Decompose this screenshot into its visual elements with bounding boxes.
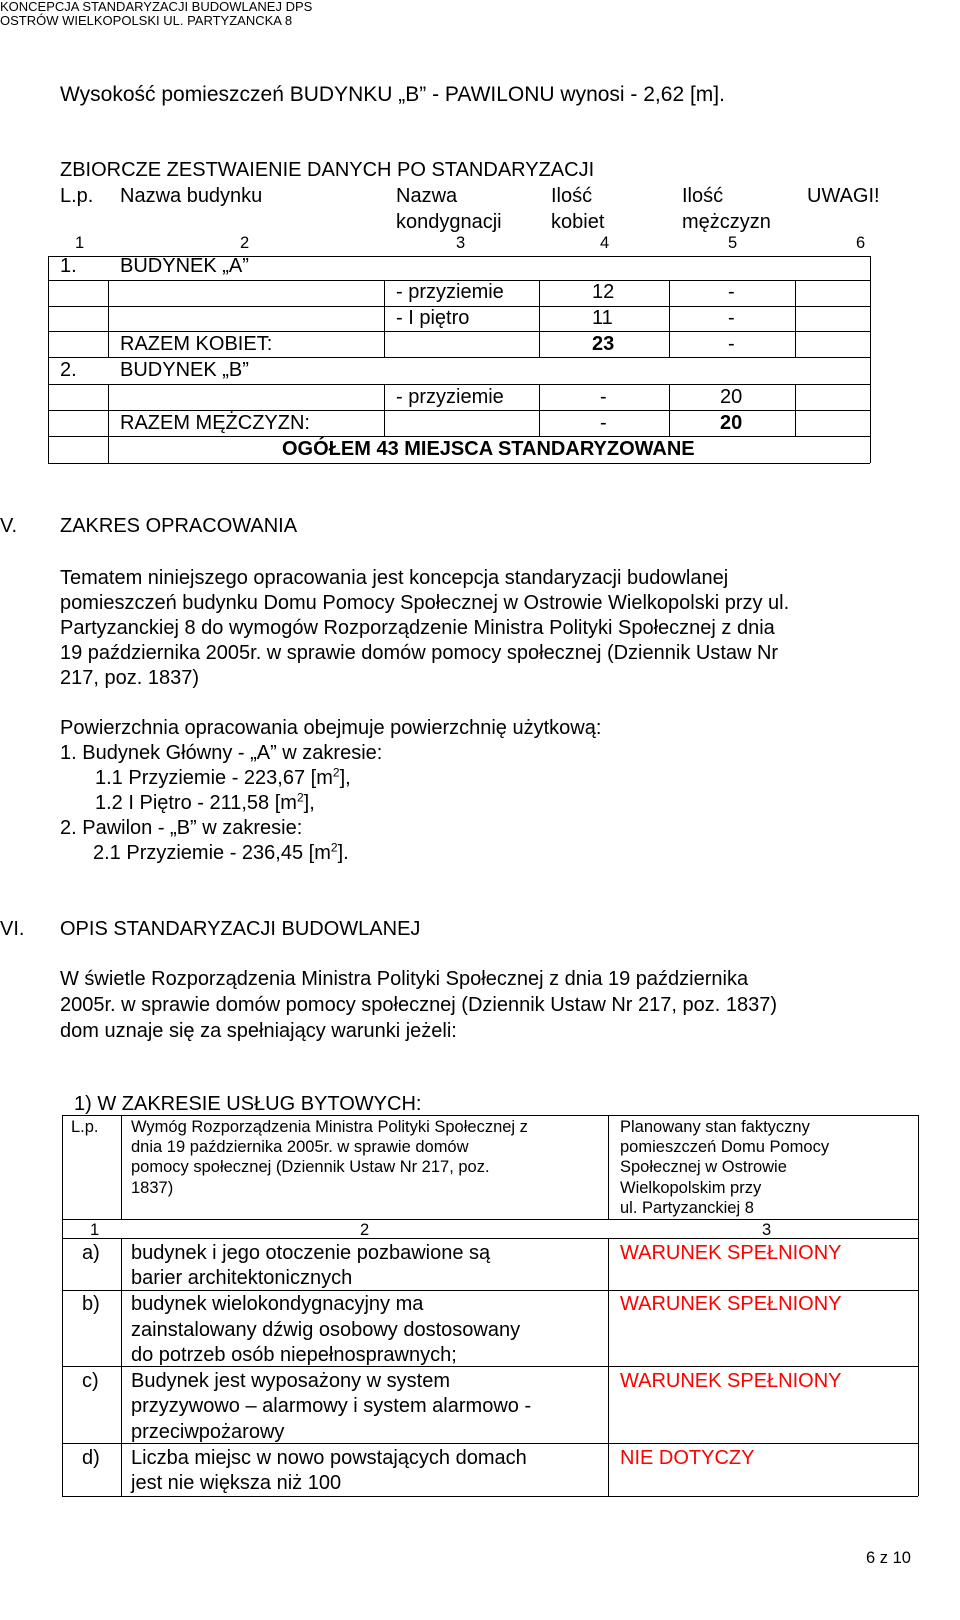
col-men-header-l1: Ilość: [682, 185, 724, 207]
page-number: 6 z 10: [866, 1549, 911, 1567]
building-a-name: BUDYNEK „A”: [120, 255, 249, 277]
req-header-line: pomocy społecznej (Dziennik Ustaw Nr 217, poz.: [131, 1158, 490, 1176]
building-b-name: BUDYNEK „B”: [120, 359, 249, 381]
women-total-label: RAZEM KOBIET:: [120, 333, 273, 355]
colnum-4: 4: [600, 234, 610, 252]
req-header-line: Wymóg Rozporządzenia Ministra Polityki Społecznej z: [131, 1118, 528, 1136]
paragraph-line: 217, poz. 1837): [60, 667, 199, 689]
paragraph-line: Tematem niniejszego opracowania jest koncepcja standaryzacji budowlanej: [60, 567, 729, 589]
a-row1-men: -: [728, 281, 735, 303]
col-women-header-l2: kobiet: [551, 211, 605, 233]
req-row-text: barier architektonicznych: [131, 1267, 353, 1289]
b-row1-floor: - przyziemie: [396, 386, 504, 408]
women-total-men: -: [728, 333, 735, 355]
header-line-2: OSTRÓW WIELKOPOLSKI UL. PARTYZANCKA 8: [0, 13, 293, 28]
a-row1-women: 12: [592, 281, 615, 303]
plan-header-line: Planowany stan faktyczny: [620, 1118, 810, 1136]
col-name-header: Nazwa budynku: [120, 185, 263, 207]
req-row-lp: b): [82, 1293, 100, 1315]
req-row-text: zainstalowany dźwig osobowy dostosowany: [131, 1319, 521, 1341]
summary-title: ZBIORCZE ZESTWAIENIE DANYCH PO STANDARYZACJI: [60, 159, 595, 181]
paragraph-line: dom uznaje się za spełniający warunki jeżeli:: [60, 1020, 457, 1042]
a-row2-men: -: [728, 307, 735, 329]
section-5-number: V.: [0, 515, 18, 537]
req-row-lp: d): [82, 1447, 100, 1469]
plan-header-line: ul. Partyzanckiej 8: [620, 1199, 754, 1217]
colnum-5: 5: [728, 234, 738, 252]
a-row1-floor: - przyziemie: [396, 281, 504, 303]
area-item-1-2: 1.2 I Piętro - 211,58 $[m^2]$,: [95, 790, 315, 814]
colnum-2: 2: [240, 234, 250, 252]
paragraph-line: pomieszczeń budynku Domu Pomocy Społecznej w Ostrowie Wielkopolski przy ul.: [60, 592, 790, 614]
plan-header-line: Społecznej w Ostrowie: [620, 1158, 787, 1176]
col-floor-header-l1: Nazwa: [396, 185, 458, 207]
paragraph-line: Partyzanckiej 8 do wymogów Rozporządzenie Ministra Polityki Społecznej z dnia: [60, 617, 775, 639]
header-line-1: KONCEPCJA STANDARYZACJI BUDOWLANEJ DPS: [0, 0, 313, 14]
req-colnum-2: 2: [360, 1221, 370, 1239]
section-5-title: ZAKRES OPRACOWANIA: [60, 515, 298, 537]
b-row1-women: -: [600, 386, 607, 408]
area-item-2: 2. Pawilon - „B” w zakresie:: [60, 817, 303, 839]
colnum-6: 6: [856, 234, 866, 252]
subsection-title: 1) W ZAKRESIE USŁUG BYTOWYCH:: [74, 1093, 422, 1115]
height-note: Wysokość pomieszczeń BUDYNKU „B” - PAWILONU wynosi - 2,62 [m].: [60, 83, 725, 106]
section-6-number: VI.: [0, 918, 25, 940]
paragraph-line: W świetle Rozporządzenia Ministra Polityki Społecznej z dnia 19 października: [60, 968, 749, 990]
req-row-text: Budynek jest wyposażony w system: [131, 1370, 451, 1392]
men-total-value: 20: [720, 412, 743, 434]
req-row-status: WARUNEK SPEŁNIONY: [620, 1293, 842, 1315]
area-item-1: 1. Budynek Główny - „A” w zakresie:: [60, 742, 383, 764]
req-row-text: przeciwpożarowy: [131, 1421, 285, 1443]
b-row1-men: 20: [720, 386, 743, 408]
req-header-lp: L.p.: [71, 1118, 99, 1136]
req-row-lp: c): [82, 1370, 99, 1392]
col-lp-header: L.p.: [60, 185, 94, 207]
grand-total: OGÓŁEM 43 MIEJSCA STANDARYZOWANE: [282, 438, 695, 460]
req-row-text: przyzywowo – alarmowy i system alarmowo -: [131, 1395, 532, 1417]
colnum-3: 3: [456, 234, 466, 252]
req-row-text: budynek wielokondygnacyjny ma: [131, 1293, 424, 1315]
col-men-header-l2: mężczyzn: [682, 211, 771, 233]
req-header-line: dnia 19 października 2005r. w sprawie domów: [131, 1138, 469, 1156]
req-row-status: NIE DOTYCZY: [620, 1447, 755, 1469]
req-row-text: Liczba miejsc w nowo powstających domach: [131, 1447, 527, 1469]
section-6-title: OPIS STANDARYZACJI BUDOWLANEJ: [60, 918, 421, 940]
area-intro: Powierzchnia opracowania obejmuje powierzchnię użytkową:: [60, 717, 602, 739]
paragraph-line: 19 października 2005r. w sprawie domów pomocy społecznej (Dziennik Ustaw Nr: [60, 642, 779, 664]
plan-header-line: pomieszczeń Domu Pomocy: [620, 1138, 830, 1156]
req-row-text: do potrzeb osób niepełnosprawnych;: [131, 1344, 457, 1366]
plan-header-line: Wielkopolskim przy: [620, 1179, 762, 1197]
col-women-header-l1: Ilość: [551, 185, 593, 207]
building-b-lp: 2.: [60, 359, 77, 381]
building-a-lp: 1.: [60, 255, 77, 277]
a-row2-floor: - I piętro: [396, 307, 470, 329]
men-total-women: -: [600, 412, 607, 434]
women-total-value: 23: [592, 333, 615, 355]
req-row-status: WARUNEK SPEŁNIONY: [620, 1242, 842, 1264]
req-row-text: budynek i jego otoczenie pozbawione są: [131, 1242, 491, 1264]
area-item-2-1: 2.1 Przyziemie - 236,45 $[m^2]$.: [93, 840, 349, 864]
req-colnum-3: 3: [762, 1221, 772, 1239]
col-notes-header: UWAGI!: [807, 185, 880, 207]
a-row2-women: 11: [592, 307, 613, 329]
req-colnum-1: 1: [90, 1221, 100, 1239]
req-header-line: 1837): [131, 1179, 174, 1197]
colnum-1: 1: [75, 234, 85, 252]
men-total-label: RAZEM MĘŻCZYZN:: [120, 412, 310, 434]
req-row-lp: a): [82, 1242, 100, 1264]
req-row-status: WARUNEK SPEŁNIONY: [620, 1370, 842, 1392]
paragraph-line: 2005r. w sprawie domów pomocy społecznej (Dziennik Ustaw Nr 217, poz. 1837): [60, 994, 778, 1016]
area-item-1-1: 1.1 Przyziemie - 223,67 $[m^2]$,: [95, 765, 351, 789]
req-row-text: jest nie większa niż 100: [131, 1472, 342, 1494]
col-floor-header-l2: kondygnacji: [396, 211, 502, 233]
